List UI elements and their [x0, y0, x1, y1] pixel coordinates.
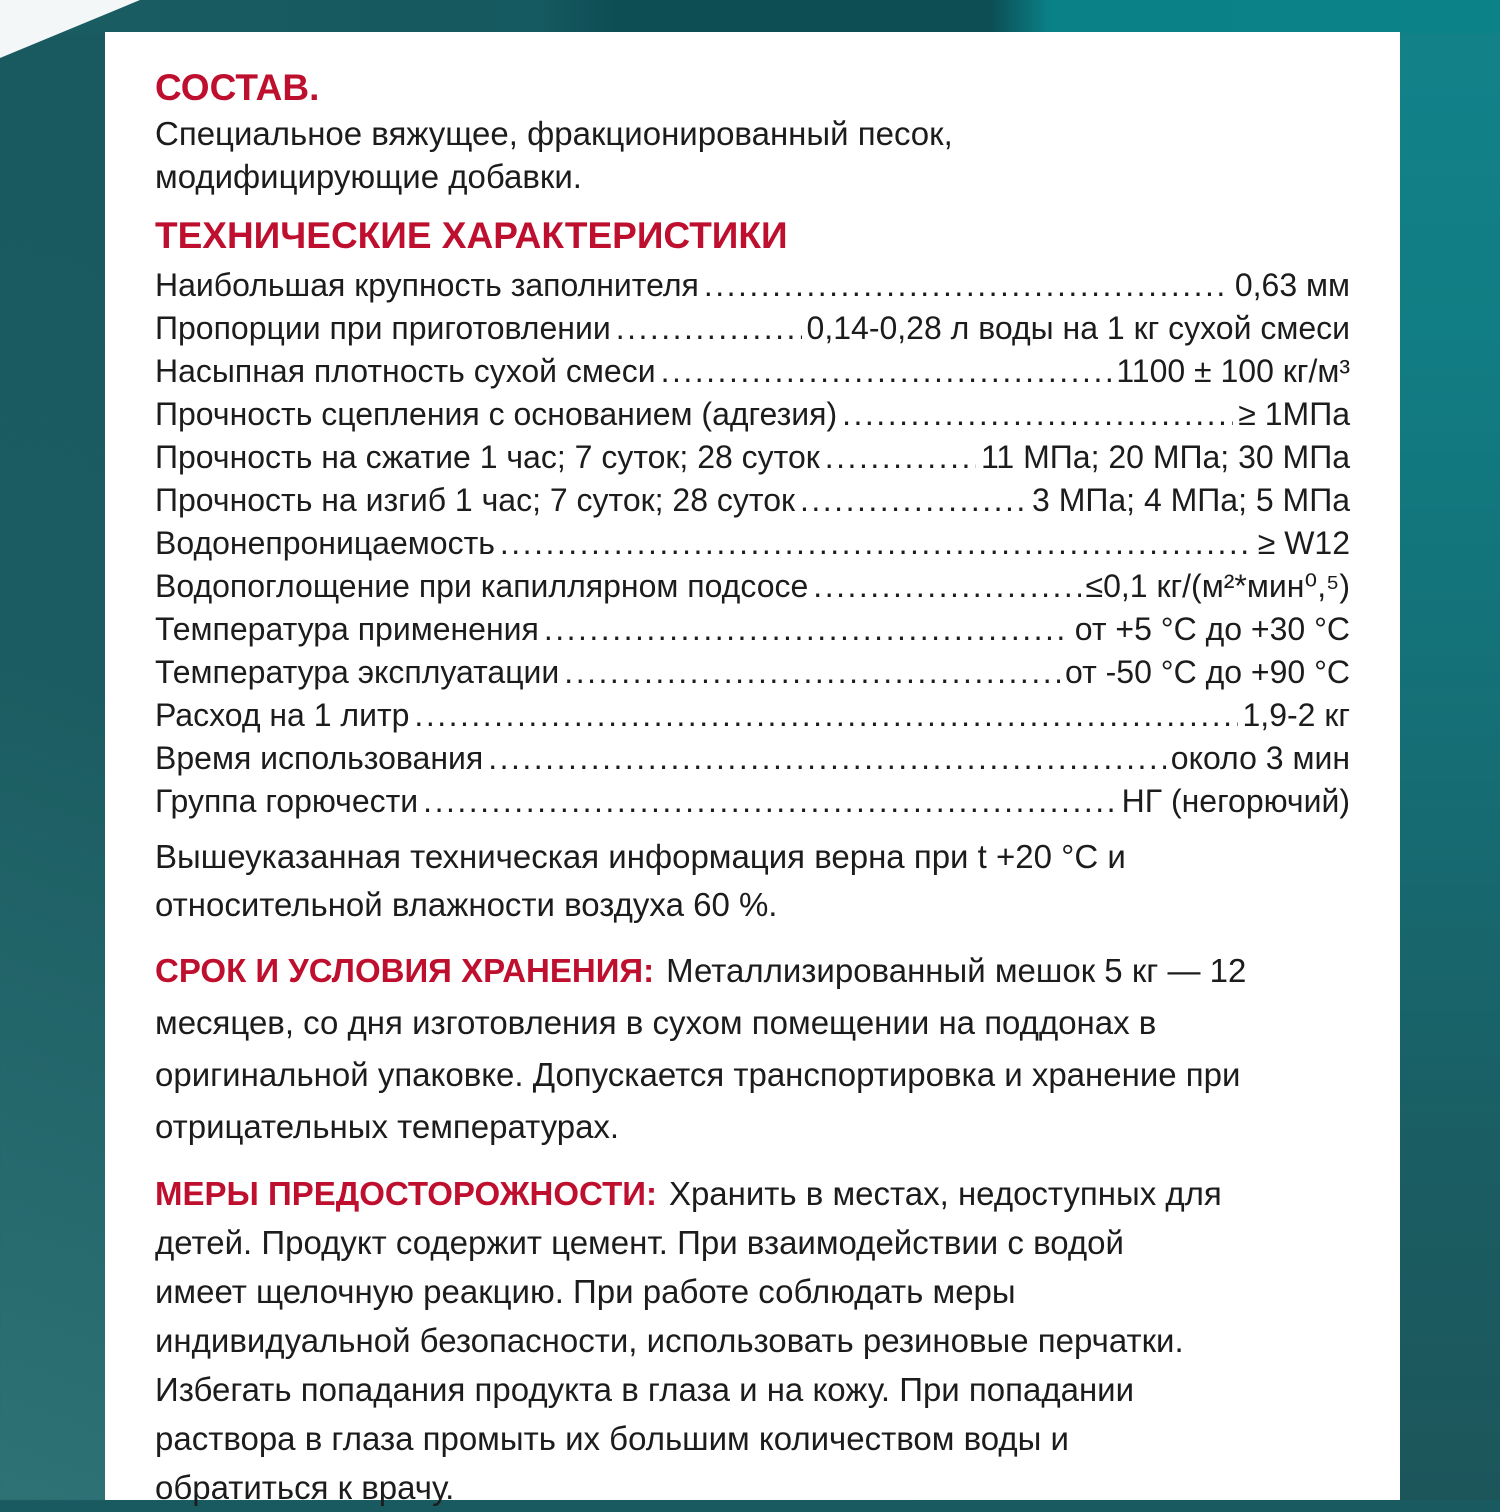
leader-dots — [800, 479, 1027, 522]
spec-value: от +5 °С до +30 °С — [1074, 611, 1350, 647]
spec-label: Пропорции при приготовлении — [155, 310, 611, 346]
spec-row — [155, 436, 1350, 479]
specs-title: ТЕХНИЧЕСКИЕ ХАРАКТЕРИСТИКИ — [155, 215, 788, 256]
spec-value: ≥ 1МПа — [1238, 396, 1350, 432]
note-line: Вышеуказанная техническая информация верна при t +20 °С и — [155, 838, 1126, 875]
spec-value: ≥ W12 — [1257, 525, 1350, 561]
spec-label: Время использования — [155, 740, 484, 776]
storage-title: СРОК И УСЛОВИЯ ХРАНЕНИЯ: — [155, 952, 655, 989]
precautions-line: обратиться к врачу. — [155, 1469, 455, 1506]
leader-dots — [488, 737, 1166, 780]
leader-dots — [414, 694, 1237, 737]
leader-dots — [423, 780, 1116, 823]
spec-value: от -50 °С до +90 °С — [1064, 654, 1350, 690]
spec-row — [155, 264, 1350, 307]
spec-row — [155, 522, 1350, 565]
leader-dots — [842, 393, 1233, 436]
spec-row — [155, 737, 1350, 780]
spec-label: Насыпная плотность сухой смеси — [155, 353, 656, 389]
spec-value: ≤0,1 кг/(м²*мин⁰,⁵) — [1085, 568, 1350, 604]
spec-row — [155, 694, 1350, 737]
storage-line-text: Металлизированный мешок 5 кг — 12 — [666, 952, 1247, 989]
leader-dots — [704, 264, 1230, 307]
spec-value: 3 МПа; 4 МПа; 5 МПа — [1032, 482, 1350, 518]
leader-dots — [564, 651, 1060, 694]
storage-line: оригинальной упаковке. Допускается транспортировка и хранение при — [155, 1056, 1241, 1093]
spec-label: Прочность сцепления с основанием (адгезия) — [155, 396, 838, 432]
composition-line: модифицирующие добавки. — [155, 158, 582, 195]
spec-row — [155, 780, 1350, 823]
precautions-line: индивидуальной безопасности, использовать резиновые перчатки. — [155, 1322, 1184, 1359]
background-facet-right — [1400, 0, 1500, 1500]
spec-row — [155, 350, 1350, 393]
precautions-line: детей. Продукт содержит цемент. При взаимодействии с водой — [155, 1224, 1124, 1261]
spec-row — [155, 479, 1350, 522]
leader-dots — [500, 522, 1253, 565]
precautions-line: раствора в глаза промыть их большим количеством воды и — [155, 1420, 1069, 1457]
spec-value: около 3 мин — [1170, 740, 1350, 776]
storage-line: месяцев, со дня изготовления в сухом помещении на поддонах в — [155, 1004, 1157, 1041]
precautions-line-first — [155, 1169, 1350, 1218]
precautions-title: МЕРЫ ПРЕДОСТОРОЖНОСТИ: — [155, 1175, 657, 1212]
composition-body — [155, 112, 1350, 198]
spec-label: Группа горючести — [155, 783, 419, 819]
spec-label: Температура применения — [155, 611, 539, 647]
section-precautions — [155, 1169, 1350, 1512]
background-facet-top — [0, 0, 1500, 33]
spec-value: НГ (негорючий) — [1121, 783, 1350, 819]
leader-dots — [661, 350, 1112, 393]
spec-label: Водонепроницаемость — [155, 525, 495, 561]
spec-row — [155, 565, 1350, 608]
precautions-line: имеет щелочную реакцию. При работе соблюдать меры — [155, 1273, 1016, 1310]
spec-label: Расход на 1 литр — [155, 697, 410, 733]
leader-dots — [544, 608, 1070, 651]
label-card — [105, 32, 1400, 1506]
leader-dots — [616, 307, 802, 350]
spec-label: Температура эксплуатации — [155, 654, 560, 690]
spec-label: Водопоглощение при капиллярном подсосе — [155, 568, 809, 604]
section-storage — [155, 945, 1350, 1153]
note-line: относительной влажности воздуха 60 %. — [155, 886, 778, 923]
spec-label: Прочность на изгиб 1 час; 7 суток; 28 суток — [155, 482, 795, 518]
spec-value: 1,9-2 кг — [1242, 697, 1350, 733]
section-specs — [155, 216, 1350, 929]
spec-label: Прочность на сжатие 1 час; 7 суток; 28 суток — [155, 439, 820, 475]
specs-table — [155, 264, 1350, 823]
leader-dots — [825, 436, 976, 479]
precautions-line: Избегать попадания продукта в глаза и на кожу. При попадании — [155, 1371, 1135, 1408]
composition-title: СОСТАВ. — [155, 67, 320, 108]
storage-line: отрицательных температурах. — [155, 1108, 620, 1145]
composition-line: Специальное вяжущее, фракционированный песок, — [155, 115, 953, 152]
spec-row — [155, 307, 1350, 350]
spec-value: 11 МПа; 20 МПа; 30 МПа — [981, 439, 1350, 475]
storage-line-first — [155, 945, 1350, 997]
leader-dots — [813, 565, 1080, 608]
specs-note — [155, 833, 1350, 929]
precautions-line-text: Хранить в местах, недоступных для — [668, 1175, 1222, 1212]
spec-value: 1100 ± 100 кг/м³ — [1116, 353, 1350, 389]
spec-value: 0,63 мм — [1234, 267, 1350, 303]
spec-row — [155, 393, 1350, 436]
spec-row — [155, 651, 1350, 694]
spec-label: Наибольшая крупность заполнителя — [155, 267, 699, 303]
section-composition — [155, 68, 1350, 198]
spec-row — [155, 608, 1350, 651]
spec-value: 0,14-0,28 л воды на 1 кг сухой смеси — [806, 310, 1350, 346]
